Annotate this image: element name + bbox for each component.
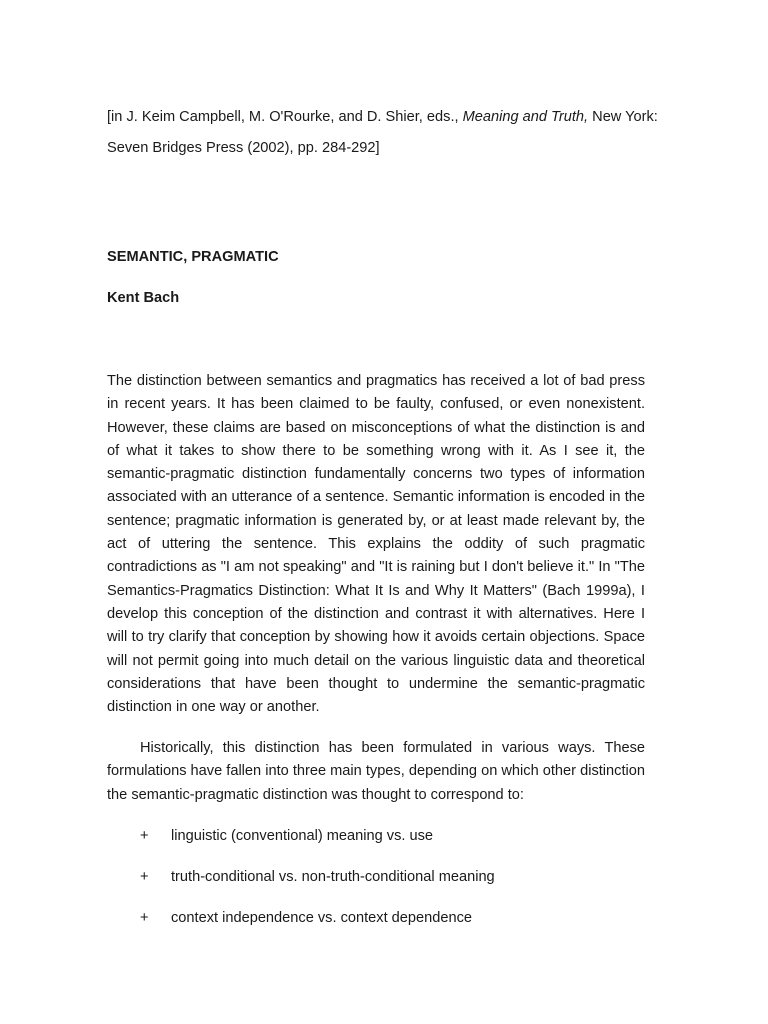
bullet-plus-icon: + (140, 828, 149, 844)
list-item (107, 908, 647, 928)
distinction-list (107, 826, 647, 949)
paragraph-1: The distinction between semantics and pragmatics has received a lot of bad press in recent years. It has been claimed to be faulty, confused, or even nonexistent. However, these claims are based on misconceptions of what the distinction is and of what it takes to show there to be something wrong with it. As I see it, the semantic-pragmatic distinction fundamentally concerns two types of information associated with an utterance of a sentence. Semantic information is encoded in the sentence; pragmatic information is generated by, or at least made relevant by, the act of uttering the sentence. This explains the oddity of such pragmatic contradictions as "I am not speaking" and "It is raining but I don't believe it." In "The Semantics-Pragmatics Distinction: What It Is and Why It Matters" (Bach 1999a), I develop this conception of the distinction and contrast it with alternatives. Here I will to try clarify that conception by showing how it avoids certain objections. Space will not permit going into much detail on the various linguistic data and theoretical considerations that have been thought to undermine the semantic-pragmatic distinction in one way or another. (107, 373, 645, 716)
bullet-plus-icon: + (140, 910, 149, 926)
citation-prefix: [in J. Keim Campbell, M. O'Rourke, and D. Shier, eds., (107, 109, 463, 125)
list-item (107, 867, 647, 887)
citation-suffix: New York: Seven Bridges Press (2002), pp. 284-292] (107, 109, 658, 156)
book-title: Meaning and Truth, (462, 109, 589, 125)
list-item-text: truth-conditional vs. non-truth-conditional meaning (171, 869, 495, 885)
author-name: Kent Bach (107, 290, 180, 306)
paragraph-2: Historically, this distinction has been formulated in various ways. These formulations have fallen into three main types, depending on which other distinction the semantic-pragmatic distinction was thought to correspond to: (107, 740, 645, 803)
bullet-plus-icon: + (140, 869, 149, 885)
list-item-text: linguistic (conventional) meaning vs. use (171, 828, 434, 844)
citation (107, 102, 667, 164)
list-item-text: context independence vs. context dependence (171, 910, 473, 926)
list-item (107, 826, 647, 846)
paper-title: SEMANTIC, PRAGMATIC (107, 249, 279, 265)
